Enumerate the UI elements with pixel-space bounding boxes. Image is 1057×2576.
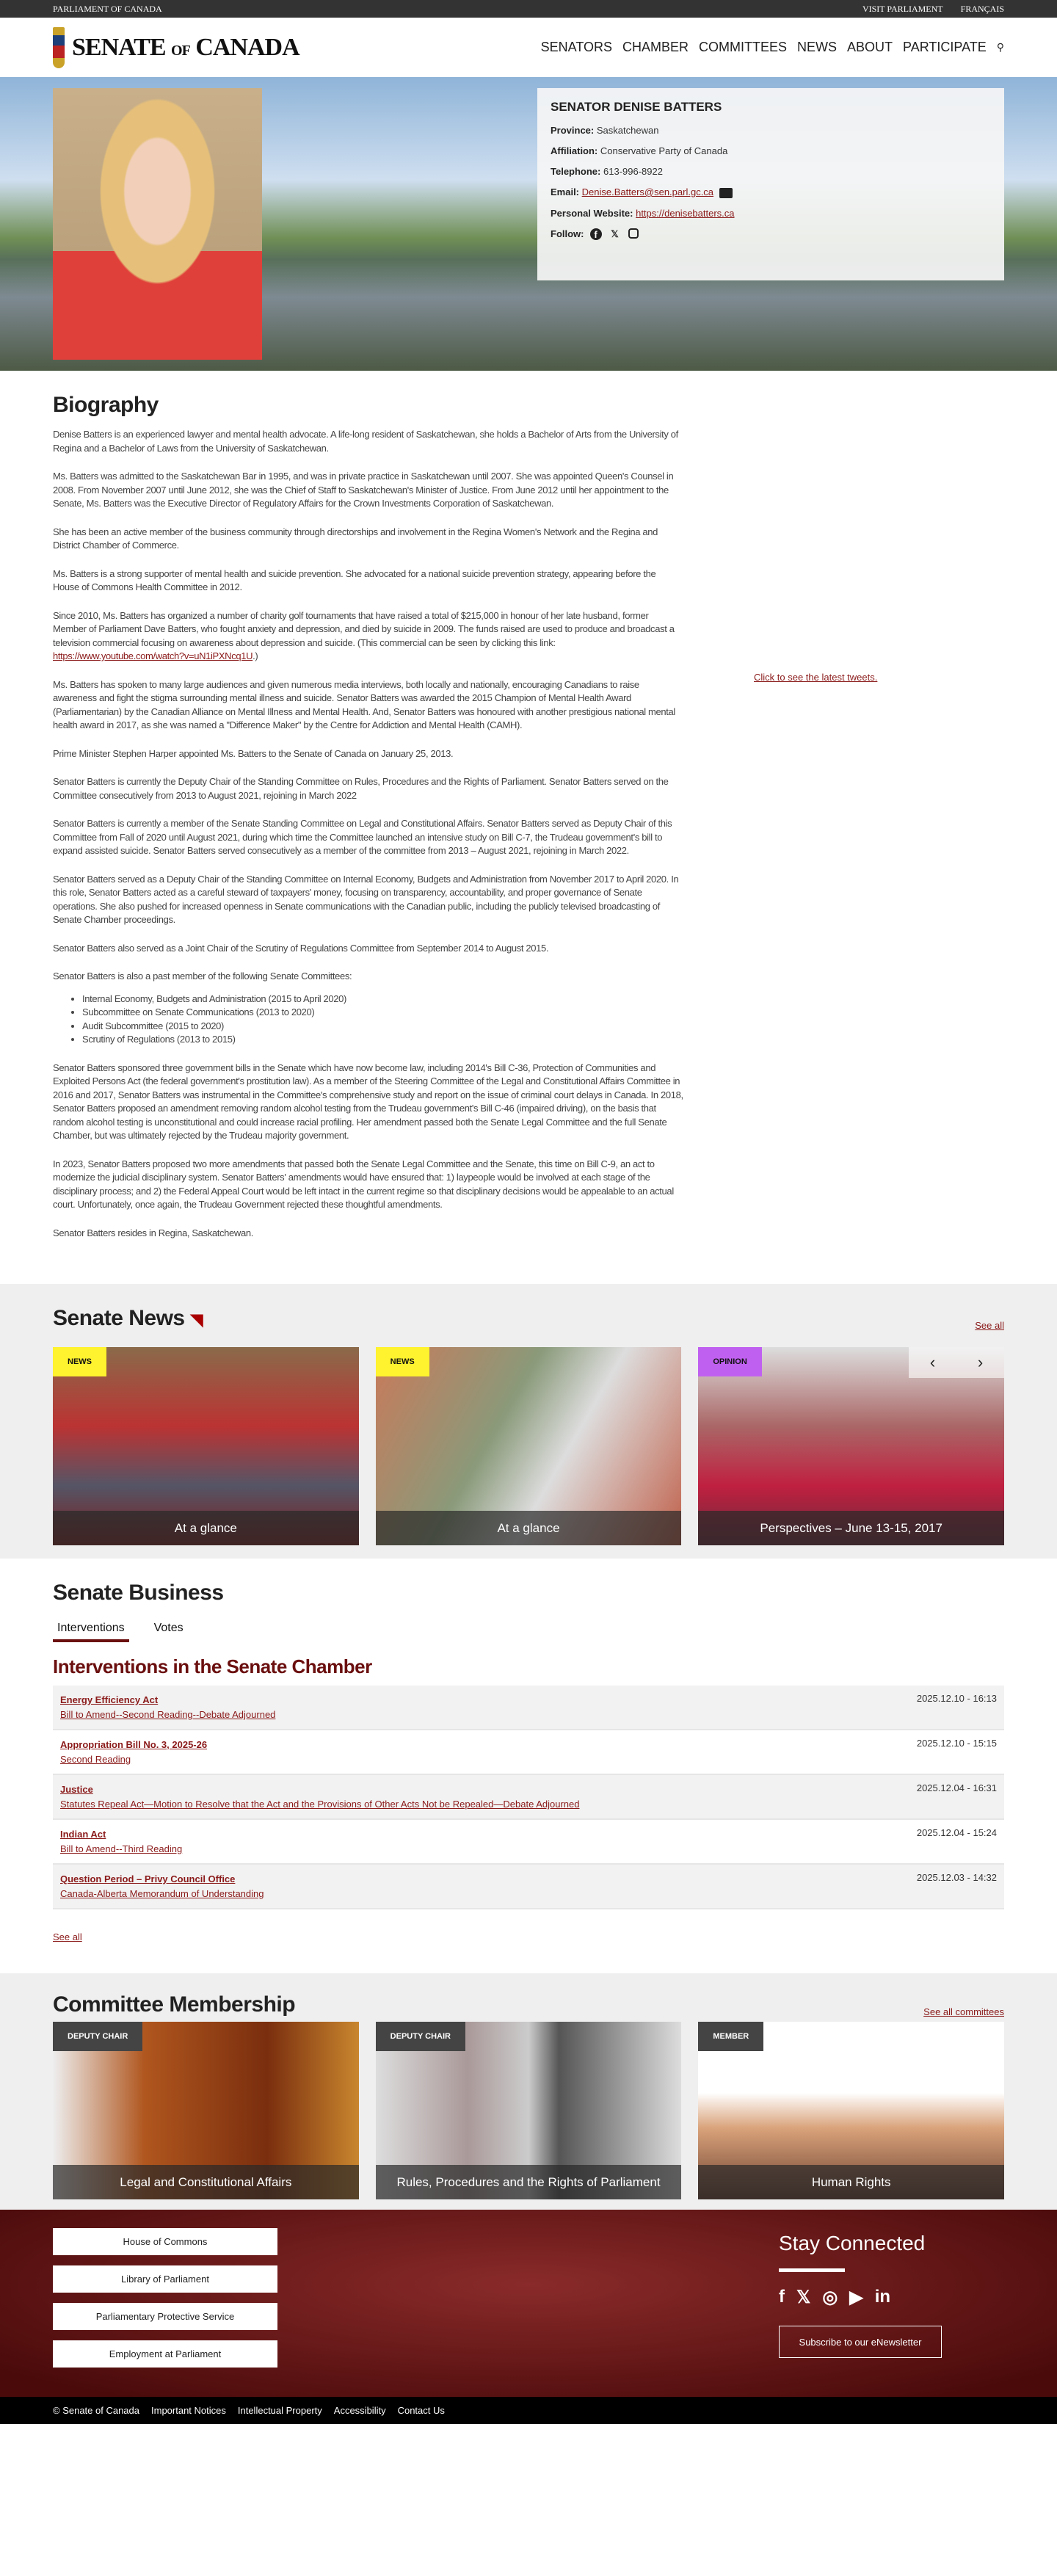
- interventions-see-all[interactable]: See all: [53, 1931, 82, 1942]
- nav-news[interactable]: NEWS: [797, 40, 838, 54]
- subscribe-button[interactable]: Subscribe to our eNewsletter: [779, 2326, 942, 2358]
- website-link[interactable]: https://denisebatters.ca: [636, 207, 735, 219]
- tab-interventions[interactable]: Interventions: [53, 1619, 129, 1642]
- nav-participate[interactable]: PARTICIPATE: [903, 40, 987, 54]
- news-badge: OPINION: [698, 1347, 761, 1376]
- visit-parliament-link[interactable]: VISIT PARLIAMENT: [862, 3, 943, 14]
- footer-link-protective-service[interactable]: Parliamentary Protective Service: [53, 2303, 277, 2330]
- see-all-committees[interactable]: See all committees: [923, 2006, 1004, 2017]
- copyright: © Senate of Canada: [53, 2405, 139, 2416]
- intellectual-property-link[interactable]: Intellectual Property: [237, 2405, 322, 2416]
- site-footer: [0, 2210, 1057, 2397]
- nav-about[interactable]: ABOUT: [847, 40, 893, 54]
- vcard-icon[interactable]: [719, 188, 733, 198]
- facebook-icon[interactable]: f: [779, 2287, 785, 2307]
- tab-votes[interactable]: Votes: [153, 1622, 184, 1634]
- news-card[interactable]: NEWS At a glance: [53, 1347, 359, 1545]
- committee-card[interactable]: MEMBER Human Rights: [698, 2022, 1004, 2199]
- table-row: Appropriation Bill No. 3, 2025-26 Second Reading 2025.12.10 - 15:15: [53, 1730, 1004, 1775]
- list-item: • Internal Economy, Budgets and Administration (2015 to April 2020): [82, 993, 684, 1006]
- x-icon[interactable]: 𝕏: [611, 228, 619, 240]
- youtube-link[interactable]: https://www.youtube.com/watch?v=uN1iPXNcq1U: [53, 650, 253, 661]
- news-title: Senate News: [53, 1306, 185, 1330]
- committee-title: Committee Membership: [53, 1992, 296, 2017]
- interventions-heading: Interventions in the Senate Chamber: [53, 1655, 372, 1677]
- list-item: • Scrutiny of Regulations (2013 to 2015): [82, 1033, 684, 1047]
- linkedin-icon[interactable]: in: [874, 2287, 891, 2307]
- site-header: [0, 18, 1057, 77]
- youtube-icon[interactable]: ▶: [849, 2287, 863, 2307]
- news-card[interactable]: OPINION ‹ › Perspectives – June 13-15, 2017: [698, 1347, 1004, 1545]
- contact-us-link[interactable]: Contact Us: [397, 2405, 445, 2416]
- committee-card[interactable]: DEPUTY CHAIR Legal and Constitutional Affairs: [53, 2022, 359, 2199]
- divider: [779, 2268, 845, 2272]
- biography-section: Biography Denise Batters is an experienced lawyer and mental health advocate. A life-long resident of Saskatchewan, she holds a Bachelor of Arts from the University of Regina and a Bachelor of Laws from the University of Saskatchewan. Ms. Batters was admitted to the Saskatchewan Bar in 1995, and was in private practice in Saskatchewan until 2007. She was appointed Queen's Counsel in 2008. From November 2007 until June 2012, she was the Chief of Staff to Saskatchewan's Minister of Justice. From June 2012 until her appointment to the Senate, Ms. Batters was the Executive Director of Regulatory Affairs for the Crown Investments Corporation of Saskatchewan. She has been an active member of the business community through directorships and involvement in the Regina Women's Network and the Regina and District Chamber of Commerce. Ms. Batters is a strong supporter of mental health and suicide prevention. She advocated for a national suicide prevention strategy, appearing before the House of Commons Health Committee in 2012. Since 2010, Ms. Batters has organized a number of charity golf tournaments that have raised a total of $215,000 in honour of her late husband, former Member of Parliament Dave Batters, who fought anxiety and depression, and died by suicide in 2009. The funds raised are used to produce and broadcast a television commercial focusing on awareness about depression and suicide. (This commercial can be seen by clicking this link: https://www.youtube.com/watch?v=uN1iPXNcq1U.) Ms. Batters has spoken to many large audiences and given numerous media interviews, both locally and nationally, encouraging Canadians to raise awareness and fight the stigma surrounding mental illness and suicide. Senator Batters was awarded the 2015 Champion of Mental Health Award (Parliamentarian) by the Canadian Alliance on Mental Illness and Mental Health. And, Senator Batters was honoured with another prestigious national mental health award in 2017, as she was named a "Difference Maker" by the Centre for Addiction and Mental Health (CAMH). Prime Minister Stephen Harper appointed Ms. Batters to the Senate of Canada on January 25, 2013. Senator Batters is currently the Deputy Chair of the Standing Committee on Rules, Procedures and the Rights of Parliament. Senator Batters served on the Committee consecutively from 2013 to August 2021, rejoining in March 2022 Senator Batters is currently a member of the Senate Standing Committee on Legal and Constitutional Affairs. Senator Batters served as Deputy Chair of this Committee from Fall of 2020 until August 2021, during which time the Committee launched an intensive study on Bill C-7, the Trudeau government's bill to expand assisted suicide. Senator Batters served consecutively as a member of the committee from 2013 – August 2021, rejoining in March 2022. Senator Batters served as a Deputy Chair of the Standing Committee on Internal Economy, Budgets and Administration from November 2017 to April 2020. In this role, Senator Batters acted as a careful steward of taxpayers' money, focusing on transparency, accountability, and proper governance of Senate operations. She also pushed for increased openness in Senate communications with the Canadian public, including the publicly televised broadcasting of Senate Chamber proceedings. Senator Batters also served as a Joint Chair of the Scrutiny of Regulations Committee from September 2014 to August 2015. Senator Batters is also a past member of the following Senate Committees: • Internal Economy, Budgets and Administration (2015 to April 2020) • Subcommittee on Senate Communications (2013 to 2020) • Audit Subcommittee (2015 to 2020) • Scrutiny of Regulations (2013 to 2015) Senator Batters sponsored three government bills in the Senate which have now become law, including 2014's Bill C-36, Protection of Communities and Exploited Persons Act (the federal government's prostitution law). As a member of the Steering Committee of the Legal and Constitutional Affairs Committee in 2016 and 2017, Senator Batters was instrumental in the Committee's comprehensive study and report on the issue of criminal court delays in Canada. In 2018, Senator Batters proposed an amendment removing random alcohol testing from the Trudeau government's Bill C-46 (impaired driving), on the basis that random alcohol testing is unconstitutional and could increase racial profiling. Her amendment passed both the Senate Legal Committee and the full Senate Chamber, but was ultimately rejected by the Trudeau majority government. In 2023, Senator Batters proposed two more amendments that passed both the Senate Legal Committee and the Senate, this time on Bill C-9, an act to modernize the judicial disciplinary system. Senator Batters' amendments would have ensured that: 1) laypeople would be involved at each stage of the disciplinary process; and 2) the Federal Appeal Court would be left intact in the current regime so that disciplinary decisions would be appealable to an actual court. Unfortunately, once again, the Trudeau Government rejected these thoughtful amendments. Senator Batters resides in Regina, Saskatchewan.: [53, 371, 1004, 1284]
- senate-logo[interactable]: SENATE OF CANADA: [53, 27, 299, 68]
- business-title: Senate Business: [53, 1581, 224, 1605]
- footer-link-library[interactable]: Library of Parliament: [53, 2265, 277, 2293]
- nav-chamber[interactable]: CHAMBER: [622, 40, 689, 54]
- important-notices-link[interactable]: Important Notices: [151, 2405, 226, 2416]
- latest-tweets-link[interactable]: Click to see the latest tweets.: [754, 672, 878, 683]
- committee-membership-section: [0, 1973, 1057, 2210]
- news-badge: NEWS: [376, 1347, 429, 1376]
- list-item: • Subcommittee on Senate Communications (2013 to 2020): [82, 1006, 684, 1020]
- table-row: Justice Statutes Repeal Act—Motion to Resolve that the Act and the Provisions of Other Acts Not be Repealed—Debate Adjourned 2025.12.04 - 16:31: [53, 1775, 1004, 1820]
- crest-icon: [53, 27, 65, 68]
- parliament-link[interactable]: PARLIAMENT OF CANADA: [53, 3, 162, 14]
- rss-icon[interactable]: ◥: [190, 1310, 203, 1329]
- footer-link-house-of-commons[interactable]: House of Commons: [53, 2228, 277, 2255]
- footer-links: [53, 2228, 277, 2378]
- senator-photo: [53, 88, 262, 360]
- table-row: Question Period – Privy Council Office Canada-Alberta Memorandum of Understanding 2025.12.03 - 14:32: [53, 1865, 1004, 1909]
- carousel-next-button[interactable]: ›: [977, 1353, 984, 1371]
- committee-card[interactable]: DEPUTY CHAIR Rules, Procedures and the Rights of Parliament: [376, 2022, 682, 2199]
- list-item: • Audit Subcommittee (2015 to 2020): [82, 1020, 684, 1034]
- news-card[interactable]: NEWS At a glance: [376, 1347, 682, 1545]
- news-see-all[interactable]: See all: [975, 1320, 1004, 1331]
- nav-senators[interactable]: SENATORS: [540, 40, 613, 54]
- news-badge: NEWS: [53, 1347, 106, 1376]
- bottom-bar: [0, 2397, 1057, 2424]
- stay-connected: Stay Connected f 𝕏 ◎ ▶ in Subscribe to our eNewsletter: [779, 2232, 942, 2358]
- profile-hero: [0, 77, 1057, 371]
- table-row: Energy Efficiency Act Bill to Amend--Second Reading--Debate Adjourned 2025.12.10 - 16:13: [53, 1686, 1004, 1730]
- carousel-prev-button[interactable]: ‹: [929, 1353, 936, 1371]
- search-icon[interactable]: ⚲: [996, 41, 1004, 53]
- telephone: 613-996-8922: [603, 166, 663, 177]
- senate-business-section: [0, 1559, 1057, 1973]
- instagram-icon[interactable]: [628, 228, 639, 239]
- past-committees-list: [82, 993, 684, 1047]
- email-link[interactable]: Denise.Batters@sen.parl.gc.ca: [581, 186, 714, 197]
- footer-link-employment[interactable]: Employment at Parliament: [53, 2340, 277, 2368]
- senator-info-card: SENATOR DENISE BATTERS Province: Saskatchewan Affiliation: Conservative Party of Canada Telephone: 613-996-8922 Email: Denise.Batters@sen.parl.gc.ca Personal Website: https://denisebatters.ca Follow: f 𝕏: [537, 88, 1004, 280]
- senate-news-section: [0, 1284, 1057, 1559]
- nav-committees[interactable]: COMMITTEES: [699, 40, 788, 54]
- affiliation: Conservative Party of Canada: [600, 145, 728, 156]
- instagram-icon[interactable]: ◎: [822, 2287, 838, 2307]
- main-nav: [541, 40, 1004, 55]
- interventions-list: [53, 1686, 1004, 1909]
- accessibility-link[interactable]: Accessibility: [333, 2405, 386, 2416]
- top-bar: [0, 0, 1057, 18]
- province: Saskatchewan: [596, 125, 659, 136]
- business-tabs: [53, 1619, 1004, 1642]
- senator-name: SENATOR DENISE BATTERS: [551, 100, 722, 114]
- x-icon[interactable]: 𝕏: [796, 2287, 811, 2307]
- table-row: Indian Act Bill to Amend--Third Reading 2025.12.04 - 15:24: [53, 1820, 1004, 1865]
- language-toggle[interactable]: FRANÇAIS: [960, 3, 1004, 14]
- facebook-icon[interactable]: f: [590, 228, 602, 240]
- biography-title: Biography: [53, 393, 159, 417]
